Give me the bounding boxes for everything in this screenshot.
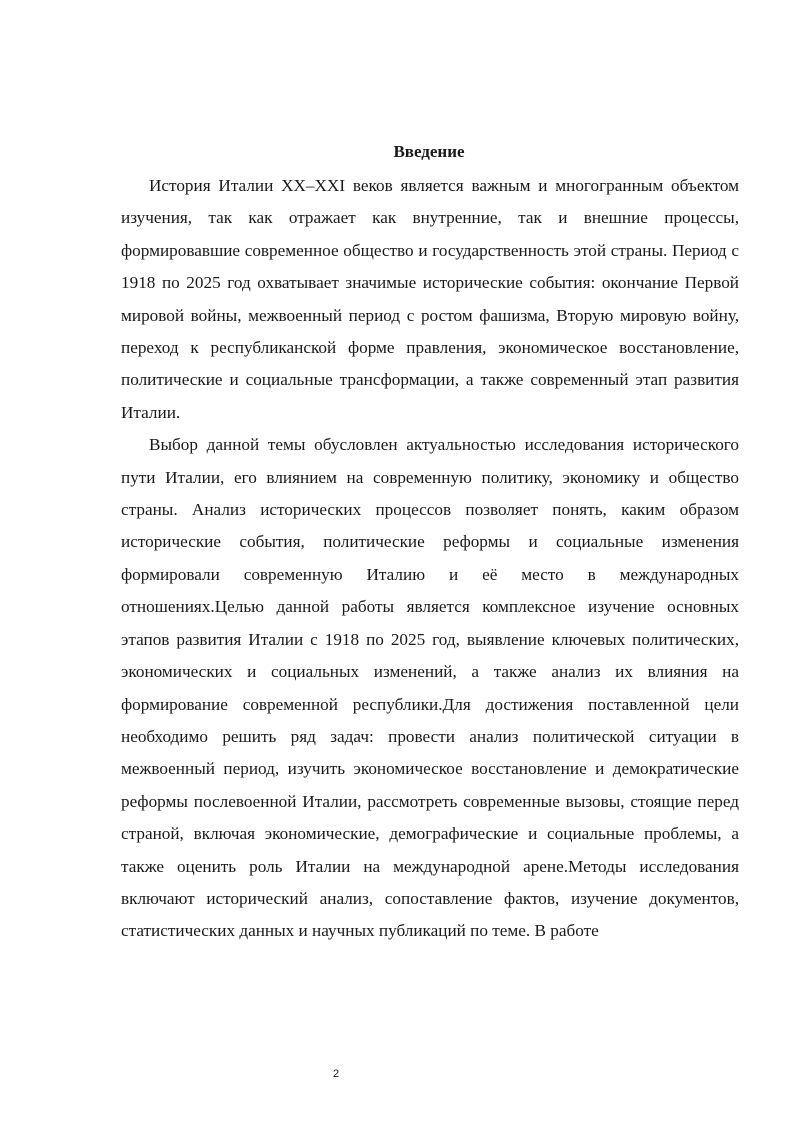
paragraph-intro: История Италии XX–XXI веков является важным и многогранным объектом изучения, так как отражает как внутренние, так и внешние процессы, формировавшие современное общество и государственность этой страны. Период с 1918 по 2025 год охватывает значимые исторические события: окончание Первой мировой войны, межвоенный период с ростом фашизма, Вторую мировую войну, переход к республиканской форме правления, экономическое восстановление, политические и социальные трансформации, а также современный этап развития Италии. bbox=[121, 176, 739, 422]
page-number: 2 bbox=[332, 1068, 340, 1080]
paragraph-topic-choice: Выбор данной темы обусловлен актуальностью исследования исторического пути Италии, его влиянием на современную политику, экономику и общество страны. Анализ исторических процессов позволяет понять, каким образом исторические события, политические реформы и социальные изменения формировали современную Италию и её место в международных отношениях.Целью данной работы является комплексное изучение основных этапов развития Италии с 1918 по 2025 год, выявление ключевых политических, экономических и социальных изменений, а также анализ их влияния на формирование современной республики.Для достижения поставленной цели необходимо решить ряд задач: провести анализ политической ситуации в межвоенный период, изучить экономическое восстановление и демократические реформы послевоенной Италии, рассмотреть современные вызовы, стоящие перед страной, включая экономические, демографические и социальные проблемы, а также оценить роль Италии на международной арене.Методы исследования включают исторический анализ, сопоставление фактов, изучение документов, статистических данных и научных публикаций по теме. В работе bbox=[121, 435, 739, 941]
body-text bbox=[121, 170, 739, 948]
section-heading: Введение bbox=[393, 142, 465, 161]
